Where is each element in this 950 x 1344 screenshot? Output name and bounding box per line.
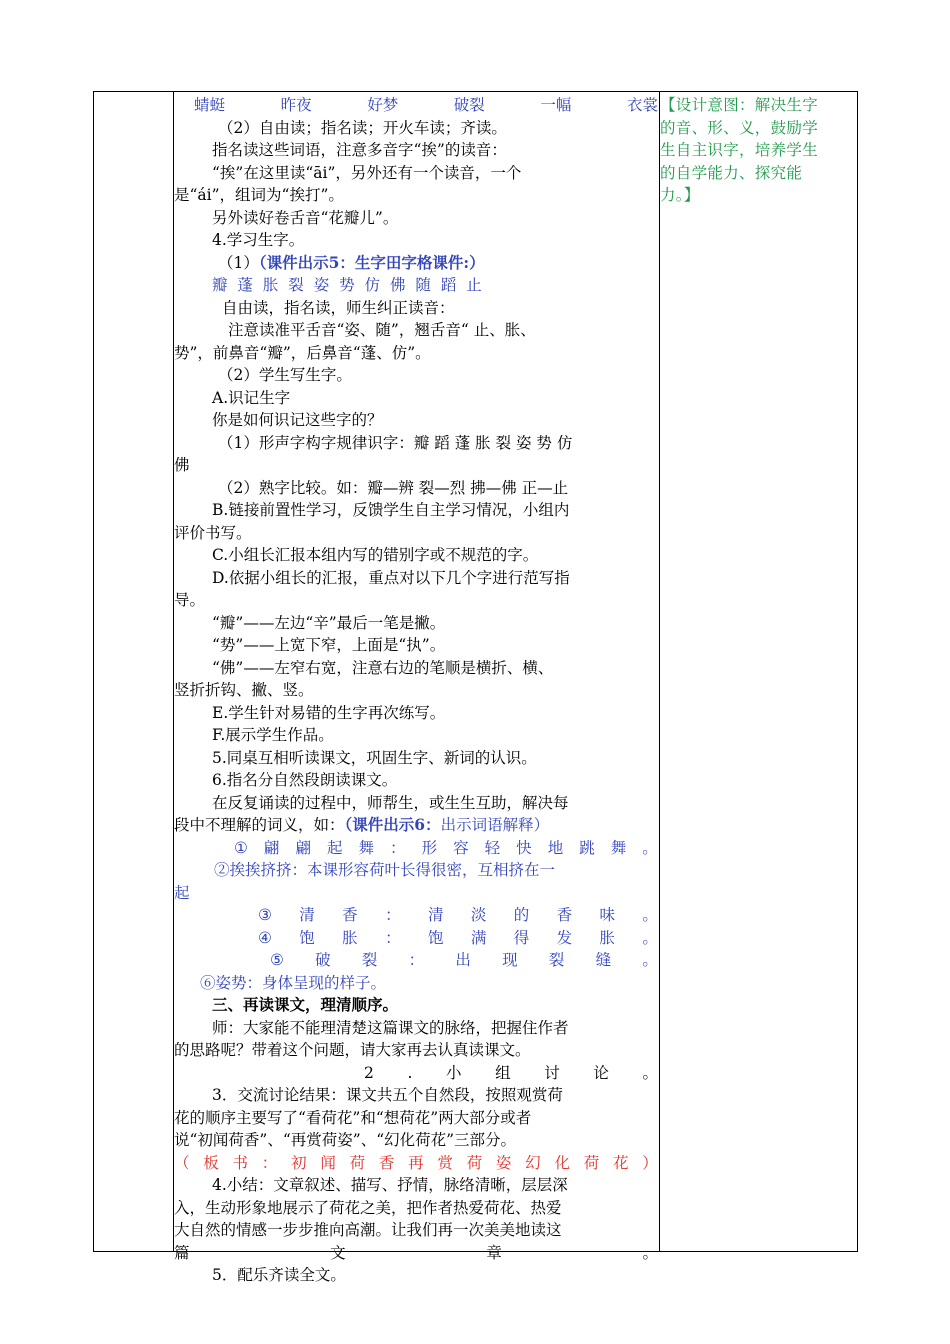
- design-intent-line: 的音、形、义，鼓励学: [660, 118, 819, 137]
- definition-char: 缝: [595, 951, 612, 969]
- board-char: 荷: [466, 1153, 483, 1172]
- definition-char: 。: [642, 906, 658, 924]
- word-definition-1: [174, 837, 658, 860]
- definition-char: 。: [642, 838, 658, 857]
- definition-char: ⑤: [270, 951, 284, 969]
- definition-char: 饱: [299, 928, 315, 947]
- text-line: 是“ái”，组词为“挨打”。: [174, 186, 344, 204]
- text-line: 师：大家能不能理清楚这篇课文的脉络，把握住作者: [212, 1018, 569, 1037]
- text-line: 4.小结：文章叙述、描写、抒情，脉络清晰，层层深: [212, 1176, 568, 1194]
- definition-char: 清: [299, 906, 315, 924]
- text-line: （2）学生写生字。: [218, 366, 352, 384]
- text-line: E.学生针对易错的生字再次练写。: [212, 703, 446, 722]
- text-line: D.依据小组长的汇报，重点对以下几个字进行范写指: [212, 568, 570, 587]
- board-char: ：: [261, 1153, 278, 1172]
- board-char: ）: [642, 1153, 658, 1172]
- definition-char: 地: [547, 838, 564, 857]
- board-char: （: [174, 1153, 190, 1172]
- definition-char: 翩: [263, 838, 280, 857]
- courseware-note: （课件出示6：: [344, 815, 441, 834]
- step-group-discussion: [174, 1062, 658, 1085]
- definition-char: 形: [421, 838, 438, 857]
- definition-char: 胀: [342, 928, 358, 947]
- definition-char: ：: [408, 951, 425, 969]
- spread-char: 文: [330, 1243, 346, 1262]
- text-line: 指名读这些词语，注意多音字“挨”的读音：: [212, 141, 507, 159]
- definition-char: ：: [385, 906, 401, 924]
- definition-char: 破: [315, 951, 331, 969]
- vocab-word-row: [174, 94, 658, 117]
- step-char: 小: [446, 1063, 462, 1082]
- spread-char: 章: [486, 1243, 502, 1262]
- board-char: 初: [291, 1153, 307, 1172]
- vocab-word: 一幅: [540, 96, 572, 114]
- definition-char: 发: [556, 928, 573, 947]
- text-line: 5．配乐齐读全文。: [212, 1266, 346, 1284]
- text-line: C.小组长汇报本组内写的错别字或不规范的字。: [212, 546, 539, 564]
- word-definition-6: ⑥姿势：身体呈现的样子。: [200, 973, 387, 992]
- step-char: 组: [495, 1063, 511, 1082]
- text-line: F.展示学生作品。: [212, 726, 334, 744]
- text-line: 佛: [174, 456, 190, 474]
- vocab-word: 昨夜: [280, 96, 312, 114]
- definition-char: 裂: [361, 951, 378, 969]
- text-line: 自由读，指名读，师生纠正读音：: [222, 298, 455, 317]
- word-definition-5: [174, 949, 658, 972]
- design-intent-line: 力。】: [660, 186, 700, 204]
- text-line: （2）熟字比较。如：瓣—辨 裂—烈 拂—佛 正—止: [218, 478, 569, 497]
- board-char: 姿: [495, 1153, 512, 1172]
- board-char: 再: [408, 1153, 424, 1172]
- text-line: 你是如何识记这些字的？: [212, 411, 383, 429]
- definition-char: 饱: [427, 928, 444, 947]
- step-char: 2: [364, 1063, 374, 1082]
- text-line: “挨”在这里读“āi”，另外还有一个读音，一个: [212, 163, 522, 182]
- definition-char: ：: [385, 928, 401, 947]
- text-line: 导。: [174, 591, 206, 609]
- design-intent-line: 【设计意图：解决生字: [660, 96, 819, 114]
- text-line: 大自然的情感一步步推向高潮。让我们再一次美美地读这: [174, 1221, 562, 1239]
- word-definition-2-cont: 起: [174, 883, 190, 902]
- step-char: 讨: [544, 1063, 560, 1082]
- definition-char: 裂: [548, 951, 565, 969]
- text-line: 势”，前鼻音“瓣”，后鼻音“蓬、仿”。: [174, 343, 431, 362]
- design-intent-line: 生自主识字，培养学生: [660, 141, 819, 159]
- board-char: 香: [378, 1153, 395, 1172]
- vocab-word: 好梦: [367, 96, 399, 114]
- definition-char: 容: [453, 838, 469, 857]
- word-definition-4: [174, 927, 658, 950]
- board-char: 化: [554, 1153, 570, 1172]
- text-line: 说“初闻荷香”、“再赏荷姿”、“幻化荷花”三部分。: [174, 1131, 517, 1149]
- board-char: 荷: [349, 1153, 366, 1172]
- text-line: 花的顺序主要写了“看荷花”和“想荷花”两大部分或者: [174, 1108, 532, 1127]
- text-line: 另外读好卷舌音“花瓣儿”。: [212, 208, 399, 227]
- courseware-note: （课件出示5：生字田字格课件:）: [258, 252, 485, 272]
- definition-char: ①: [234, 838, 248, 857]
- text-line-spread: [174, 1242, 658, 1265]
- board-char: 荷: [583, 1153, 600, 1172]
- step-char: 。: [642, 1063, 658, 1082]
- step-prefix: （1）: [218, 253, 259, 272]
- text-segment: 段中不理解的词义，如：: [174, 816, 345, 834]
- design-intent-line: 的自学能力、探究能: [660, 163, 803, 182]
- column-divider-right: [659, 92, 660, 1251]
- vocab-word: 衣裳: [626, 96, 658, 114]
- definition-char: 舞: [610, 838, 627, 857]
- text-line: 入，生动形象地展示了荷花之美，把作者热爱荷花、热爱: [174, 1198, 562, 1217]
- definition-char: 的: [513, 906, 530, 924]
- definition-char: 出: [455, 951, 471, 969]
- text-line: 5.同桌互相听读课文，巩固生字、新词的认识。: [212, 748, 537, 767]
- board-char: 赏: [437, 1153, 453, 1172]
- vocab-word: 蜻蜓: [194, 96, 226, 114]
- definition-char: 翩: [295, 838, 311, 857]
- definition-char: 跳: [579, 838, 595, 857]
- courseware-note: 出示词语解释）: [440, 816, 550, 834]
- definition-char: ③: [258, 906, 272, 924]
- word-definition-2: ②挨挨挤挤：本课形容荷叶长得很密，互相挤在一: [214, 861, 556, 879]
- definition-char: 淡: [470, 906, 487, 924]
- definition-char: 满: [470, 928, 487, 947]
- text-line: 3．交流讨论结果：课文共五个自然段，按照观赏荷: [212, 1086, 563, 1104]
- board-char: 书: [232, 1153, 249, 1172]
- vocab-word: 破裂: [453, 96, 485, 114]
- definition-char: ④: [258, 928, 272, 947]
- definition-char: ：: [390, 838, 406, 857]
- spread-char: 篇: [174, 1243, 190, 1262]
- text-line: 竖折折钩、撇、竖。: [174, 681, 314, 699]
- text-line: [174, 814, 658, 837]
- text-line: [174, 252, 658, 275]
- new-characters-list: 瓣 蓬 胀 裂 姿 势 仿 佛 随 蹈 止: [212, 276, 485, 294]
- text-line: “瓣”——左边“辛”最后一笔是撇。: [212, 613, 446, 632]
- definition-char: 得: [513, 928, 530, 947]
- text-line: B.链接前置性学习，反馈学生自主学习情况，小组内: [212, 501, 570, 519]
- text-line: （2）自由读；指名读；开火车读；齐读。: [218, 118, 507, 137]
- text-line: 的思路呢？带着这个问题，请大家再去认真读课文。: [174, 1041, 531, 1059]
- definition-char: 香: [556, 906, 573, 924]
- text-line: 注意读准平舌音“姿、随”，翘舌音“ 止、胀、: [228, 321, 536, 339]
- definition-char: 清: [427, 906, 444, 924]
- definition-char: 起: [326, 838, 343, 857]
- spread-char: 。: [642, 1243, 658, 1262]
- definition-char: 轻: [484, 838, 501, 857]
- lesson-content-column: [174, 94, 658, 1287]
- text-line: 评价书写。: [174, 523, 252, 542]
- board-char: 幻: [525, 1153, 541, 1172]
- text-line: 在反复诵读的过程中，师帮生，或生生互助，解决每: [212, 793, 569, 812]
- definition-char: 香: [342, 906, 358, 924]
- definition-char: 现: [502, 951, 518, 969]
- board-char: 板: [203, 1153, 219, 1172]
- text-line: （1）形声字构字规律识字：瓣 蹈 蓬 胀 裂 姿 势 仿: [218, 433, 573, 452]
- section-heading: 三、再读课文，理清顺序。: [212, 995, 399, 1014]
- step-char: .: [407, 1063, 413, 1082]
- definition-char: 。: [642, 951, 658, 969]
- text-line: “势”——上宽下窄，上面是“执”。: [212, 636, 446, 654]
- word-definition-3: [174, 904, 658, 927]
- definition-char: 味: [599, 906, 616, 924]
- definition-char: 胀: [599, 928, 616, 947]
- definition-char: 快: [516, 838, 532, 857]
- design-intent-column: [660, 94, 856, 207]
- definition-char: 。: [642, 928, 658, 947]
- board-char: 花: [612, 1153, 629, 1172]
- blackboard-notes: [174, 1152, 658, 1175]
- text-line: “佛”——左窄右宽，注意右边的笔顺是横折、横、: [212, 658, 554, 677]
- step-char: 论: [593, 1063, 609, 1082]
- section-step: 4.学习生字。: [212, 231, 305, 249]
- text-line: A.识记生字: [212, 388, 291, 407]
- definition-char: 舞: [358, 838, 375, 857]
- text-line: 6.指名分自然段朗读课文。: [212, 771, 398, 789]
- board-char: 闻: [320, 1153, 336, 1172]
